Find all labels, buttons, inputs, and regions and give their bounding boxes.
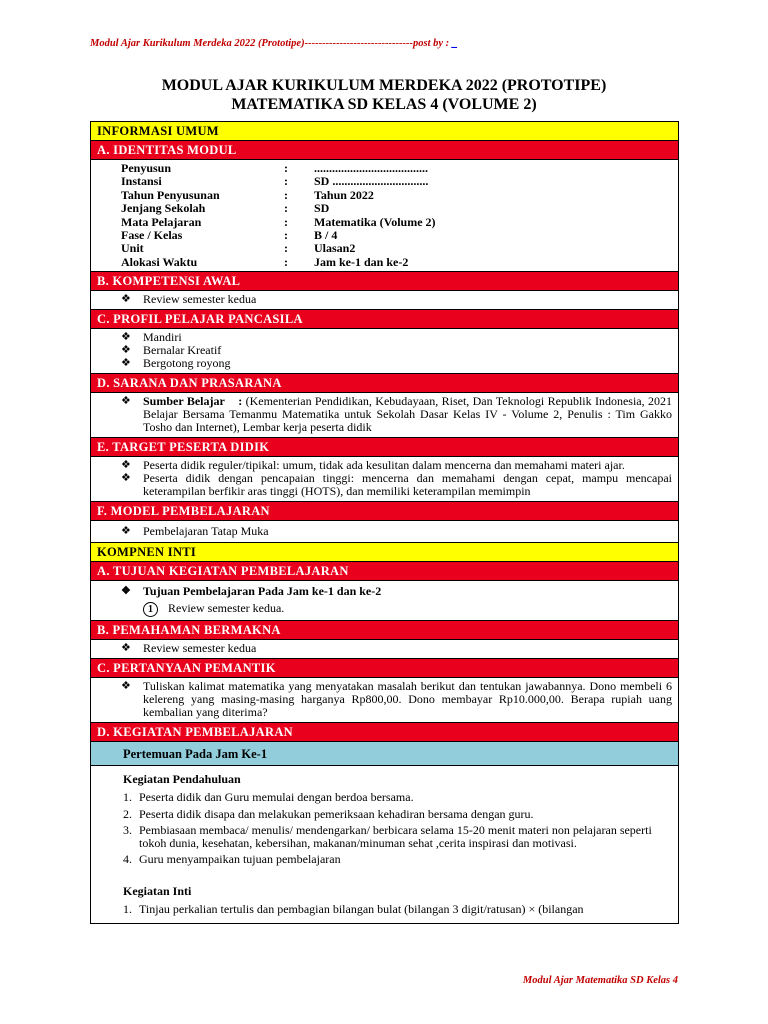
- diamond-bullet-icon: ❖: [121, 331, 131, 344]
- identity-colon: :: [284, 201, 288, 216]
- list-item: [121, 585, 672, 598]
- title-line-1: MODUL AJAR KURIKULUM MERDEKA 2022 (PROTOTIPE): [161, 77, 607, 94]
- identity-colon: :: [284, 254, 288, 269]
- target-list: [91, 457, 678, 501]
- identity-value: ......................................: [314, 161, 428, 175]
- pendahuluan-title: Kegiatan Pendahuluan: [123, 772, 241, 787]
- pemahaman-heading: B. PEMAHAMAN BERMAKNA: [91, 621, 678, 640]
- list-item-text: Pembelajaran Tatap Muka: [143, 524, 269, 539]
- document-title: [0, 76, 768, 114]
- running-footer: Modul Ajar Matematika SD Kelas 4: [522, 975, 678, 986]
- list-item-text: Mandiri: [143, 330, 182, 345]
- model-heading: F. MODEL PEMBELAJARAN: [91, 502, 678, 521]
- list-number: 1.: [123, 901, 132, 916]
- identity-key: Fase / Kelas: [121, 227, 183, 242]
- kompetensi-list: [91, 291, 678, 309]
- diamond-bullet-icon: ❖: [121, 472, 131, 485]
- identity-key: Mata Pelajaran: [121, 214, 202, 229]
- identity-value: Jam ke-1 dan ke-2: [314, 254, 409, 269]
- identitas-table: [91, 160, 678, 272]
- list-item: [121, 602, 672, 617]
- identity-row: [121, 229, 678, 242]
- list-item-text: Review semester kedua: [143, 641, 257, 656]
- identity-row: [121, 175, 678, 188]
- list-item-text: Peserta didik dan Guru memulai dengan berdoa bersama.: [139, 790, 414, 805]
- list-item: [121, 472, 672, 498]
- list-item: [121, 395, 672, 434]
- list-number: 2.: [123, 806, 132, 821]
- tujuan-heading: A. TUJUAN KEGIATAN PEMBELAJARAN: [91, 562, 678, 581]
- list-item: [121, 357, 672, 370]
- list-item: [123, 853, 668, 866]
- identity-colon: :: [284, 214, 288, 229]
- diamond-bullet-icon: ❖: [121, 585, 131, 598]
- list-item: [121, 680, 672, 719]
- identity-key: Instansi: [121, 174, 162, 189]
- list-item-text: Tinjau perkalian tertulis dan pembagian bilangan bulat (bilangan 3 digit/ratusan) × (bilangan: [139, 901, 584, 916]
- identity-key: Penyusun: [121, 161, 172, 175]
- sarana-text: (Kementerian Pendidikan, Kebudayaan, Riset, Dan Teknologi Republik Indonesia, 2021 Belajar Bersama Temanmu Matematika untuk Sekolah Dasar Kelas IV - Volume 2, Penulis : Tim Gakko Tosho dan Internet), Lembar kerja peserta didik: [143, 394, 672, 435]
- module-table: [90, 121, 679, 924]
- identity-colon: :: [284, 227, 288, 242]
- identity-value: Ulasan2: [314, 241, 356, 256]
- identity-row: [121, 202, 678, 215]
- running-header: [90, 38, 457, 49]
- sarana-list: [91, 393, 678, 437]
- identity-value: Matematika (Volume 2): [314, 214, 436, 229]
- identity-key: Alokasi Waktu: [121, 254, 198, 269]
- sarana-label: Sumber Belajar: [143, 394, 225, 409]
- circled-number-icon: 1: [143, 602, 158, 617]
- identity-value: B / 4: [314, 227, 338, 242]
- list-number: 1.: [123, 790, 132, 805]
- identity-value: Tahun 2022: [314, 187, 374, 202]
- list-item-text: Peserta didik dengan pencapaian tinggi: mencerna dan memahami dengan cepat, mampu mencapai keterampilan berfikir aras tinggi (HOTS), dan memiliki keterampilan memimpin: [143, 471, 672, 499]
- list-item: [123, 791, 668, 804]
- tujuan-list: [91, 581, 678, 620]
- identity-row: [121, 256, 678, 269]
- header-link[interactable]: _: [451, 38, 458, 49]
- target-heading: E. TARGET PESERTA DIDIK: [91, 438, 678, 457]
- kompetensi-heading: B. KOMPETENSI AWAL: [91, 272, 678, 291]
- pertanyaan-heading: C. PERTANYAAN PEMANTIK: [91, 659, 678, 678]
- list-item-text: Review semester kedua: [143, 292, 257, 307]
- list-number: 3.: [123, 823, 132, 838]
- identity-row: [121, 242, 678, 255]
- list-number: 4.: [123, 852, 132, 867]
- kompnen-inti-heading: KOMPNEN INTI: [91, 543, 678, 562]
- diamond-bullet-icon: ❖: [121, 680, 131, 693]
- profil-heading: C. PROFIL PELAJAR PANCASILA: [91, 310, 678, 329]
- pertemuan-heading: Pertemuan Pada Jam Ke-1: [91, 742, 678, 766]
- identity-colon: :: [284, 187, 288, 202]
- sarana-heading: D. SARANA DAN PRASARANA: [91, 374, 678, 393]
- diamond-bullet-icon: ❖: [121, 357, 131, 370]
- inti-list: [123, 903, 668, 916]
- list-item-text: Bergotong royong: [143, 356, 231, 371]
- diamond-bullet-icon: ❖: [121, 293, 131, 306]
- pemahaman-list: [91, 640, 678, 658]
- list-item: [121, 293, 672, 306]
- identity-colon: :: [284, 161, 288, 175]
- identity-key: Jenjang Sekolah: [121, 201, 206, 216]
- profil-list: [91, 329, 678, 373]
- identity-colon: :: [284, 174, 288, 189]
- list-item-text: Peserta didik disapa dan melakukan pemeriksaan kehadiran bersama dengan guru.: [139, 806, 534, 821]
- pertanyaan-list: [91, 678, 678, 722]
- identity-colon: :: [284, 241, 288, 256]
- diamond-bullet-icon: ❖: [121, 525, 131, 538]
- list-item-text: Bernalar Kreatif: [143, 343, 222, 358]
- identity-key: Tahun Penyusunan: [121, 187, 220, 202]
- identity-key: Unit: [121, 241, 144, 256]
- identitas-heading: A. IDENTITAS MODUL: [91, 141, 678, 160]
- identity-row: [121, 216, 678, 229]
- list-item-text: Pembiasaan membaca/ menulis/ mendengarkan/ berbicara selama 15-20 menit materi non pelajaran seperti tokoh dunia, kesehatan, kebersihan, makanan/minuman sehat ,cerita inspirasi dan motivasi.: [139, 823, 652, 850]
- identity-value: SD ................................: [314, 174, 429, 189]
- list-item: [121, 525, 672, 538]
- kegiatan-heading: D. KEGIATAN PEMBELAJARAN: [91, 723, 678, 742]
- tujuan-item: Review semester kedua.: [168, 601, 285, 616]
- title-line-2: MATEMATIKA SD KELAS 4 (VOLUME 2): [231, 96, 537, 113]
- sarana-sep: :: [238, 394, 243, 409]
- informasi-umum-heading: INFORMASI UMUM: [91, 122, 678, 141]
- list-item: [123, 903, 668, 916]
- tujuan-bullet: Tujuan Pembelajaran Pada Jam ke-1 dan ke-2: [143, 584, 382, 599]
- list-item-text: Peserta didik reguler/tipikal: umum, tidak ada kesulitan dalam mencerna dan memahami materi ajar.: [143, 458, 625, 473]
- kegiatan-body: [91, 766, 678, 923]
- model-list: [91, 521, 678, 542]
- diamond-bullet-icon: ❖: [121, 395, 131, 408]
- header-text: Modul Ajar Kurikulum Merdeka 2022 (Prototipe)-------------------------------post by :: [90, 38, 452, 49]
- list-item: [121, 642, 672, 655]
- list-item-text: Guru menyampaikan tujuan pembelajaran: [139, 852, 341, 867]
- list-item: [123, 808, 668, 821]
- list-item: [123, 824, 668, 849]
- identity-value: SD: [314, 201, 330, 216]
- inti-title: Kegiatan Inti: [123, 883, 192, 898]
- identity-row: [121, 162, 678, 175]
- pendahuluan-list: [123, 791, 668, 866]
- diamond-bullet-icon: ❖: [121, 642, 131, 655]
- list-item-text: Tuliskan kalimat matematika yang menyatakan masalah berikut dan tentukan jawabannya. Dono membeli 6 kelereng yang masing-masing harganya Rp800,00. Dono membayar Rp10.000,00. Berapa rupiah uang kembalian yang diterima?: [143, 679, 672, 720]
- identity-row: [121, 189, 678, 202]
- diamond-bullet-icon: ❖: [121, 344, 131, 357]
- diamond-bullet-icon: ❖: [121, 459, 131, 472]
